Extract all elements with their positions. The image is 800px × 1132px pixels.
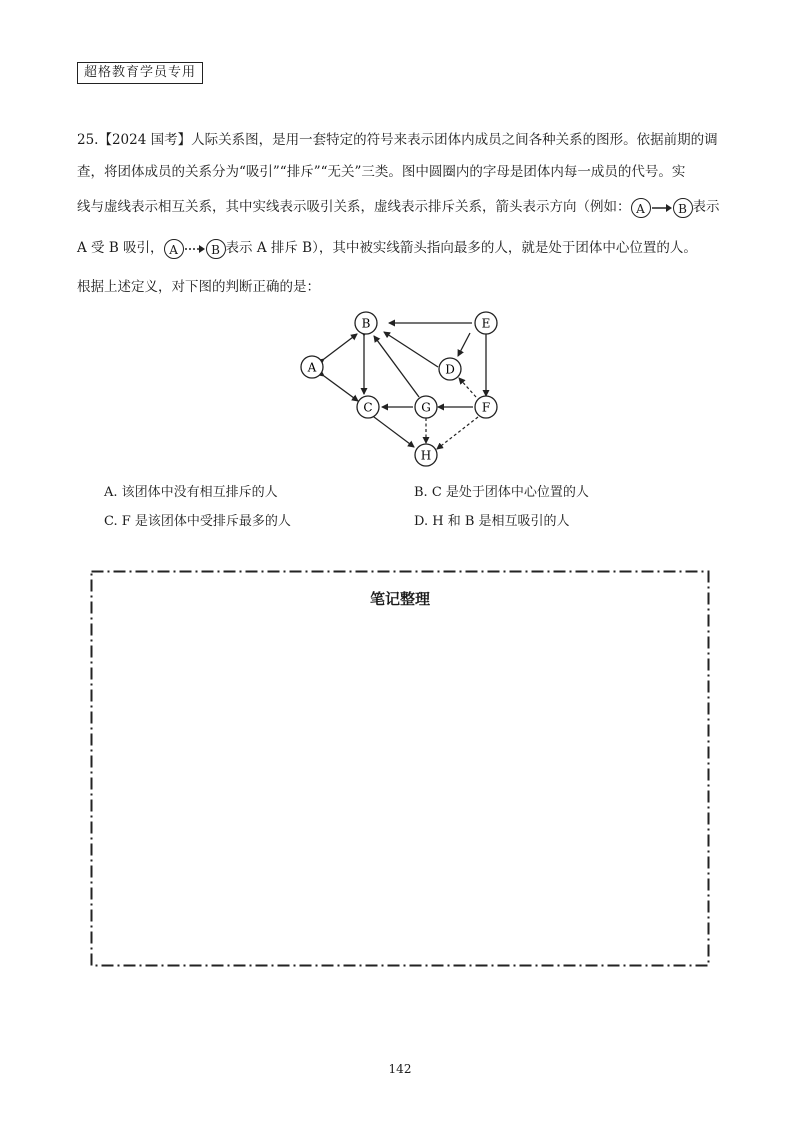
node-a xyxy=(301,356,323,378)
node-g xyxy=(415,396,437,418)
example-node-b-2: B xyxy=(206,239,226,259)
edge-a-b xyxy=(324,334,357,359)
option-c[interactable]: C. F 是该团体中受排斥最多的人 xyxy=(104,514,291,529)
relationship-graph xyxy=(290,305,510,475)
svg-text:H: H xyxy=(420,448,432,463)
example-node-b: B xyxy=(673,198,693,218)
question-line-4 xyxy=(77,237,725,259)
page-number: 142 xyxy=(388,1062,412,1076)
svg-text:D: D xyxy=(445,362,455,377)
option-b[interactable]: B. C 是处于团体中心位置的人 xyxy=(414,485,589,500)
node-b xyxy=(355,312,377,334)
option-d[interactable]: D. H 和 B 是相互吸引的人 xyxy=(414,514,570,529)
example-node-a: A xyxy=(631,198,651,218)
question-prompt: 根据上述定义，对下图的判断正确的是： xyxy=(77,279,320,295)
node-h xyxy=(415,444,437,466)
node-f xyxy=(475,396,497,418)
svg-text:A: A xyxy=(307,360,317,375)
question-line-3-text: 线与虚线表示相互关系，其中实线表示吸引关系，虚线表示排斥关系，箭头表示方向（例如： xyxy=(77,199,631,215)
svg-text:B: B xyxy=(361,316,371,331)
question-line-3-suffix: 表示 xyxy=(692,199,720,215)
node-e xyxy=(475,312,497,334)
svg-text:E: E xyxy=(481,316,491,331)
notes-box[interactable] xyxy=(90,570,710,967)
question-line-1: 25.【2024 国考】人际关系图，是用一套特定的符号来表示团体内成员之间各种关系的图形。依据前期的调 xyxy=(77,132,718,148)
svg-text:G: G xyxy=(421,400,431,415)
edge-a-c xyxy=(324,376,358,401)
node-c xyxy=(357,396,379,418)
node-d xyxy=(439,358,461,380)
question-line-4-text: A 受 B 吸引， xyxy=(77,240,164,256)
edge-f-d xyxy=(459,378,476,397)
notes-title: 笔记整理 xyxy=(369,590,430,608)
edge-f-h xyxy=(437,417,478,449)
solid-arrow-icon xyxy=(651,203,673,213)
svg-text:C: C xyxy=(363,400,373,415)
dashed-arrow-icon xyxy=(184,244,206,254)
option-a[interactable]: A. 该团体中没有相互排斥的人 xyxy=(104,485,278,500)
svg-text:F: F xyxy=(481,400,491,415)
edge-c-h xyxy=(374,417,414,447)
example-node-a-2: A xyxy=(164,239,184,259)
question-line-3 xyxy=(77,196,725,218)
question-line-2: 查，将团体成员的关系分为“吸引”“排斥”“无关”三类。图中圆圈内的字母是团体内每一成员的代号。实 xyxy=(77,164,686,180)
edge-e-d xyxy=(458,333,470,356)
edge-g-b xyxy=(374,336,419,397)
edge-d-b xyxy=(384,332,438,367)
question-line-4-suffix: 表示 A 排斥 B），其中被实线箭头指向最多的人，就是处于团体中心位置的人。 xyxy=(225,240,697,256)
header-tag: 超格教育学员专用 xyxy=(77,62,203,84)
